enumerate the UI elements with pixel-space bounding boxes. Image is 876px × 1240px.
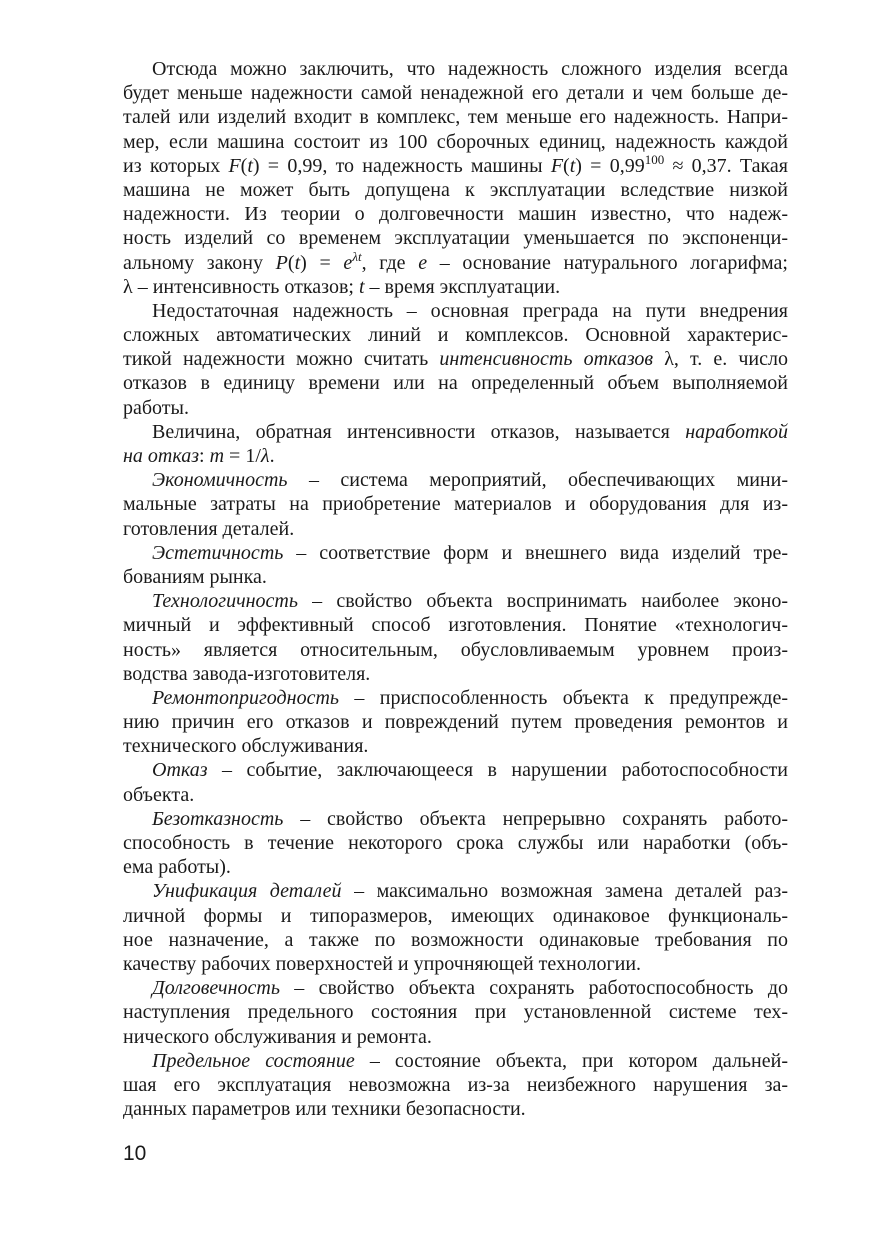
text-line	[123, 248, 788, 275]
text-segment: :	[199, 445, 210, 467]
text-line	[123, 976, 788, 1000]
text-line	[123, 130, 788, 154]
paragraph	[123, 299, 788, 420]
paragraph	[123, 758, 788, 806]
superscript: 100	[644, 151, 665, 167]
text-line	[123, 1025, 788, 1049]
text-line	[123, 371, 788, 395]
italic-term: интенсивность отказов	[439, 348, 654, 371]
italic-term: λ	[260, 445, 270, 467]
text-segment: нического обслуживания и ремонта.	[123, 1025, 432, 1048]
text-line	[123, 492, 788, 516]
text-line	[123, 710, 788, 734]
text-line	[123, 57, 788, 81]
text-segment: альному закону	[123, 251, 276, 274]
paragraph	[123, 57, 788, 299]
text-segment: ) = 0,99, то надежность машины	[252, 154, 551, 177]
text-line	[123, 1097, 788, 1121]
text-line	[123, 323, 788, 347]
paragraph	[123, 686, 788, 759]
text-line	[123, 734, 788, 758]
text-segment: – основание натурального логарифма;	[427, 251, 788, 274]
text-segment: из которых	[123, 154, 229, 177]
text-line	[123, 589, 788, 613]
text-line	[123, 468, 788, 492]
italic-term: t	[247, 154, 253, 177]
text-line	[123, 952, 788, 976]
text-line	[123, 855, 788, 879]
italic-term: F	[550, 154, 564, 177]
text-line	[123, 347, 788, 371]
italic-term: Унификация деталей	[152, 880, 342, 903]
italic-term: наработкой	[685, 420, 788, 443]
text-segment: Отсюда можно заключить, что надежность сложного изделия всегда	[152, 58, 788, 80]
text-segment: машина не может быть допущена к эксплуатации вследствие низкой	[123, 178, 788, 201]
text-segment: Величина, обратная интенсивности отказов, называется	[152, 420, 686, 443]
text-line	[123, 105, 788, 129]
italic-term: t	[569, 154, 576, 177]
text-segment: личной формы и типоразмеров, имеющих одинаковое функциональ-	[123, 904, 788, 927]
text-line	[123, 178, 788, 202]
page-body	[123, 57, 788, 1121]
italic-term: на отказ	[123, 445, 200, 467]
paragraph	[123, 807, 788, 880]
italic-term: Экономичность	[152, 469, 288, 492]
text-segment: – свойство объекта воспринимать наиболее эконо-	[297, 590, 788, 613]
paragraph	[123, 420, 788, 468]
text-segment: технического обслуживания.	[123, 735, 369, 758]
text-segment: ) =	[300, 251, 344, 274]
text-line	[123, 202, 788, 226]
text-segment: = 1/	[224, 445, 261, 467]
text-line	[123, 613, 788, 637]
text-segment: , где	[361, 251, 419, 274]
text-segment: наступления предельного состояния при установленной системе тех-	[123, 1001, 788, 1024]
text-segment: данных параметров или техники безопасности.	[123, 1098, 526, 1121]
text-line	[123, 565, 788, 589]
text-segment: готовления деталей.	[123, 517, 295, 540]
paragraph	[123, 879, 788, 976]
text-segment: мичный и эффективный способ изготовления. Понятие «технологич-	[123, 614, 788, 637]
text-line	[123, 81, 788, 105]
text-segment: – свойство объекта сохранять работоспособность до	[279, 977, 788, 1000]
text-segment: мер, если машина состоит из 100 сборочных единиц, надежность каждой	[123, 130, 788, 153]
paragraph	[123, 976, 788, 1049]
page-number: 10	[123, 1142, 147, 1165]
text-line	[123, 299, 788, 323]
text-segment: (	[287, 251, 295, 274]
text-line	[123, 928, 788, 952]
text-segment: сложных автоматических линий и комплексов. Основной характерис-	[123, 324, 788, 347]
text-line	[123, 1000, 788, 1024]
text-line	[123, 758, 788, 782]
text-segment: .	[269, 445, 275, 467]
paragraph	[123, 1049, 788, 1122]
text-segment: – система мероприятий, обеспечивающих мини-	[287, 469, 788, 492]
italic-term: Технологичность	[152, 590, 298, 613]
italic-term: m	[209, 445, 225, 467]
text-line	[123, 1073, 788, 1097]
italic-term: Безотказность	[152, 807, 284, 830]
text-segment: талей или изделий входит в комплекс, тем меньше его надежность. Напри-	[123, 106, 788, 129]
text-segment: Недостаточная надежность – основная преграда на пути внедрения	[152, 299, 788, 322]
text-segment: ≈ 0,37. Такая	[664, 154, 788, 177]
text-segment: – максимально возможная замена деталей раз-	[341, 880, 788, 903]
text-segment: ема работы).	[123, 856, 231, 879]
text-line	[123, 517, 788, 541]
text-line	[123, 226, 788, 250]
text-segment: ) = 0,99	[575, 154, 645, 177]
text-segment: – состояние объекта, при котором дальней-	[354, 1049, 788, 1072]
text-line	[123, 831, 788, 855]
paragraph	[123, 589, 788, 686]
text-segment: работы.	[123, 396, 189, 419]
text-segment: надежности. Из теории о долговечности машин известно, что надеж-	[123, 203, 788, 226]
italic-term: Долговечность	[152, 977, 280, 1000]
text-segment: объекта.	[123, 783, 195, 806]
text-line	[123, 444, 788, 468]
italic-term: e	[343, 251, 353, 274]
italic-term: e	[418, 251, 428, 274]
text-segment: – свойство объекта непрерывно сохранять работо-	[283, 807, 788, 830]
text-segment: – время эксплуатации.	[364, 275, 561, 298]
text-line	[123, 1049, 788, 1073]
text-line	[123, 638, 788, 662]
text-line	[123, 879, 788, 903]
italic-term: Предельное состояние	[152, 1049, 355, 1072]
italic-term: F	[228, 154, 241, 177]
italic-term: Эстетичность	[152, 541, 284, 564]
text-segment: – соответствие форм и внешнего вида изделий тре-	[283, 541, 788, 564]
text-segment: тикой надежности можно считать	[123, 348, 440, 371]
text-line	[123, 275, 788, 299]
italic-term: t	[358, 275, 365, 298]
italic-term: Отказ	[152, 759, 208, 782]
text-line	[123, 904, 788, 928]
text-segment: (	[563, 154, 570, 177]
text-segment: λ – интенсивность отказов;	[123, 275, 359, 298]
text-line	[123, 541, 788, 565]
text-segment: отказов в единицу времени или на определенный объем выполняемой	[123, 372, 788, 395]
italic-term: Ремонтопригодность	[152, 686, 340, 709]
text-segment: бованиям рынка.	[123, 565, 267, 588]
text-segment: будет меньше надежности самой ненадежной его детали и чем больше де-	[123, 82, 788, 105]
text-segment: качеству рабочих поверхностей и упрочняющей технологии.	[123, 952, 642, 975]
text-segment: ное назначение, а также по возможности одинаковые требования по	[123, 928, 788, 951]
text-line	[123, 396, 788, 420]
text-line	[123, 783, 788, 807]
text-segment: λ, т. е. число	[653, 348, 788, 371]
italic-term: P	[275, 251, 288, 274]
text-segment: – событие, заключающееся в нарушении работоспособности	[207, 759, 788, 782]
text-segment: способность в течение некоторого срока службы или наработки (объ-	[123, 832, 788, 854]
italic-term: t	[294, 251, 301, 274]
paragraph	[123, 468, 788, 541]
text-segment: мальные затраты на приобретение материалов и оборудования для из-	[123, 493, 788, 516]
text-segment: нию причин его отказов и повреждений путем проведения ремонтов и	[123, 711, 788, 734]
text-segment: водства завода-изготовителя.	[123, 662, 371, 685]
text-segment: ность» является относительным, обусловливаемым уровнем произ-	[123, 638, 788, 661]
text-line	[123, 420, 788, 444]
superscript: λt	[352, 248, 362, 264]
text-segment: (	[240, 154, 248, 177]
text-segment: ность изделий со временем эксплуатации уменьшается по экспоненци-	[123, 227, 788, 250]
paragraph	[123, 541, 788, 589]
text-line	[123, 151, 788, 178]
text-line	[123, 686, 788, 710]
text-segment: шая его эксплуатация невозможна из-за неизбежного нарушения за-	[123, 1073, 788, 1096]
text-line	[123, 807, 788, 831]
text-line	[123, 662, 788, 686]
text-segment: – приспособленность объекта к предупрежде-	[339, 686, 788, 709]
